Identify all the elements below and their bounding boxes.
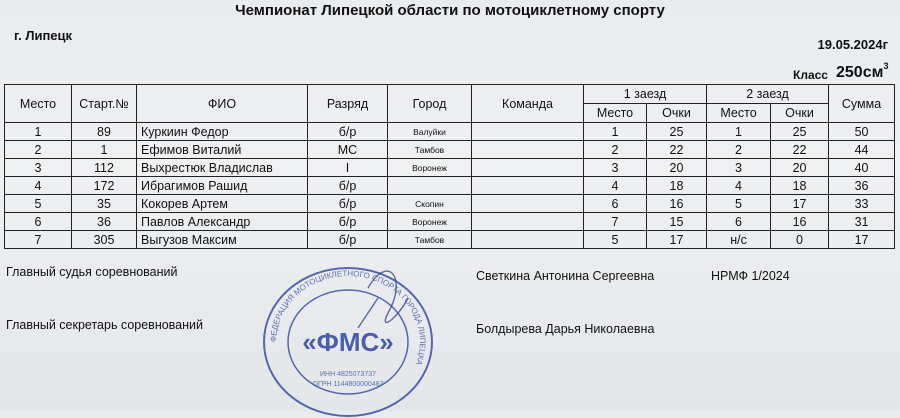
header-race1-points: Очки	[647, 104, 707, 123]
cell-place: 5	[5, 195, 72, 213]
stamp-inn: ИНН 4825073737	[319, 371, 377, 378]
cell-r1-points: 25	[647, 123, 707, 141]
cell-r1-place: 1	[584, 123, 647, 141]
chief-judge-name: Светкина Антонина Сергеевна	[476, 269, 655, 283]
header-race2-place: Место	[707, 104, 771, 123]
cell-start: 1	[72, 141, 137, 159]
cell-team	[472, 177, 584, 195]
cell-place: 2	[5, 141, 72, 159]
cell-r1-place: 3	[584, 159, 647, 177]
cell-r1-points: 22	[647, 141, 707, 159]
cell-total: 17	[829, 231, 895, 249]
official-stamp	[258, 258, 438, 418]
registration-number: НРМФ 1/2024	[711, 269, 790, 283]
class-value	[836, 61, 889, 82]
cell-place: 7	[5, 231, 72, 249]
header-race2-points: Очки	[771, 104, 829, 123]
cell-fio: Павлов Александр	[137, 213, 308, 231]
table-row	[5, 231, 895, 249]
cell-city: Воронеж	[388, 159, 472, 177]
cell-r2-place: 2	[707, 141, 771, 159]
cell-fio: Ибрагимов Рашид	[137, 177, 308, 195]
cell-rank: б/р	[308, 213, 388, 231]
header-race1: 1 заезд	[584, 85, 707, 104]
stamp-center-text: «ФМС»	[302, 327, 394, 357]
cell-fio: Выгузов Максим	[137, 231, 308, 249]
cell-r2-points: 16	[771, 213, 829, 231]
cell-city: Воронеж	[388, 213, 472, 231]
cell-r1-place: 4	[584, 177, 647, 195]
cell-r1-place: 2	[584, 141, 647, 159]
results-table	[4, 84, 895, 249]
table-row	[5, 141, 895, 159]
cell-r2-points: 20	[771, 159, 829, 177]
cell-r2-points: 25	[771, 123, 829, 141]
cell-r2-place: н/с	[707, 231, 771, 249]
cell-r1-points: 16	[647, 195, 707, 213]
city-label: г. Липецк	[14, 28, 73, 43]
cell-r2-place: 3	[707, 159, 771, 177]
cell-team	[472, 159, 584, 177]
cell-r1-points: 15	[647, 213, 707, 231]
header-race2: 2 заезд	[707, 85, 829, 104]
table-row	[5, 177, 895, 195]
cell-r1-place: 7	[584, 213, 647, 231]
cell-city: Тамбов	[388, 141, 472, 159]
class-label: Класс	[793, 68, 828, 82]
cell-team	[472, 123, 584, 141]
chief-secretary-name: Болдырева Дарья Николаевна	[476, 322, 655, 336]
cell-r2-points: 18	[771, 177, 829, 195]
cell-r2-place: 6	[707, 213, 771, 231]
cell-city: Тамбов	[388, 231, 472, 249]
cell-team	[472, 231, 584, 249]
stamp-ring-path-text: ФЕДЕРАЦИЯ МОТОЦИКЛЕТНОГО СПОРТА ГОРОДА ЛИПЕЦКА	[268, 268, 428, 367]
cell-start: 36	[72, 213, 137, 231]
cell-rank: б/р	[308, 123, 388, 141]
cell-total: 33	[829, 195, 895, 213]
cell-place: 6	[5, 213, 72, 231]
cell-r1-points: 20	[647, 159, 707, 177]
header-start-no: Старт.№	[72, 85, 137, 123]
cell-team	[472, 195, 584, 213]
table-row	[5, 195, 895, 213]
cell-total: 50	[829, 123, 895, 141]
header-race1-place: Место	[584, 104, 647, 123]
cell-r1-place: 5	[584, 231, 647, 249]
cell-start: 89	[72, 123, 137, 141]
stamp-ogrn: ОГРН 1144800000487	[312, 381, 384, 388]
cell-total: 44	[829, 141, 895, 159]
cell-city: Скопин	[388, 195, 472, 213]
cell-place: 3	[5, 159, 72, 177]
cell-r2-place: 4	[707, 177, 771, 195]
cell-total: 31	[829, 213, 895, 231]
cell-rank: б/р	[308, 231, 388, 249]
table-row	[5, 213, 895, 231]
table-row	[5, 123, 895, 141]
header-total: Сумма	[829, 85, 895, 123]
cell-city: Валуйки	[388, 123, 472, 141]
header-row-1	[5, 85, 895, 104]
cell-r1-points: 17	[647, 231, 707, 249]
cell-team	[472, 141, 584, 159]
cell-fio: Куркиин Федор	[137, 123, 308, 141]
cell-rank: б/р	[308, 177, 388, 195]
cell-start: 172	[72, 177, 137, 195]
document-title: Чемпионат Липецкой области по мотоциклетному спорту	[235, 2, 665, 19]
cell-r2-points: 17	[771, 195, 829, 213]
cell-rank: МС	[308, 141, 388, 159]
cell-r2-points: 22	[771, 141, 829, 159]
date-label: 19.05.2024г	[817, 37, 888, 52]
header-city: Город	[388, 85, 472, 123]
cell-team	[472, 213, 584, 231]
class-unit-sup: 3	[883, 61, 889, 71]
cell-city	[388, 177, 472, 195]
header-fio: ФИО	[137, 85, 308, 123]
table-row	[5, 159, 895, 177]
header-rank: Разряд	[308, 85, 388, 123]
cell-fio: Выхрестюк Владислав	[137, 159, 308, 177]
cell-start: 305	[72, 231, 137, 249]
cell-r2-place: 5	[707, 195, 771, 213]
header-place: Место	[5, 85, 72, 123]
chief-secretary-label: Главный секретарь соревнований	[6, 318, 203, 332]
cell-place: 4	[5, 177, 72, 195]
cell-r1-place: 6	[584, 195, 647, 213]
cell-start: 112	[72, 159, 137, 177]
chief-judge-label: Главный судья соревнований	[6, 265, 178, 279]
cell-total: 36	[829, 177, 895, 195]
cell-rank: I	[308, 159, 388, 177]
header-team: Команда	[472, 85, 584, 123]
cell-total: 40	[829, 159, 895, 177]
cell-fio: Ефимов Виталий	[137, 141, 308, 159]
cell-r2-points: 0	[771, 231, 829, 249]
cell-r2-place: 1	[707, 123, 771, 141]
class-value-text: 250см	[836, 64, 884, 81]
cell-place: 1	[5, 123, 72, 141]
cell-rank: б/р	[308, 195, 388, 213]
cell-fio: Кокорев Артем	[137, 195, 308, 213]
cell-r1-points: 18	[647, 177, 707, 195]
cell-start: 35	[72, 195, 137, 213]
